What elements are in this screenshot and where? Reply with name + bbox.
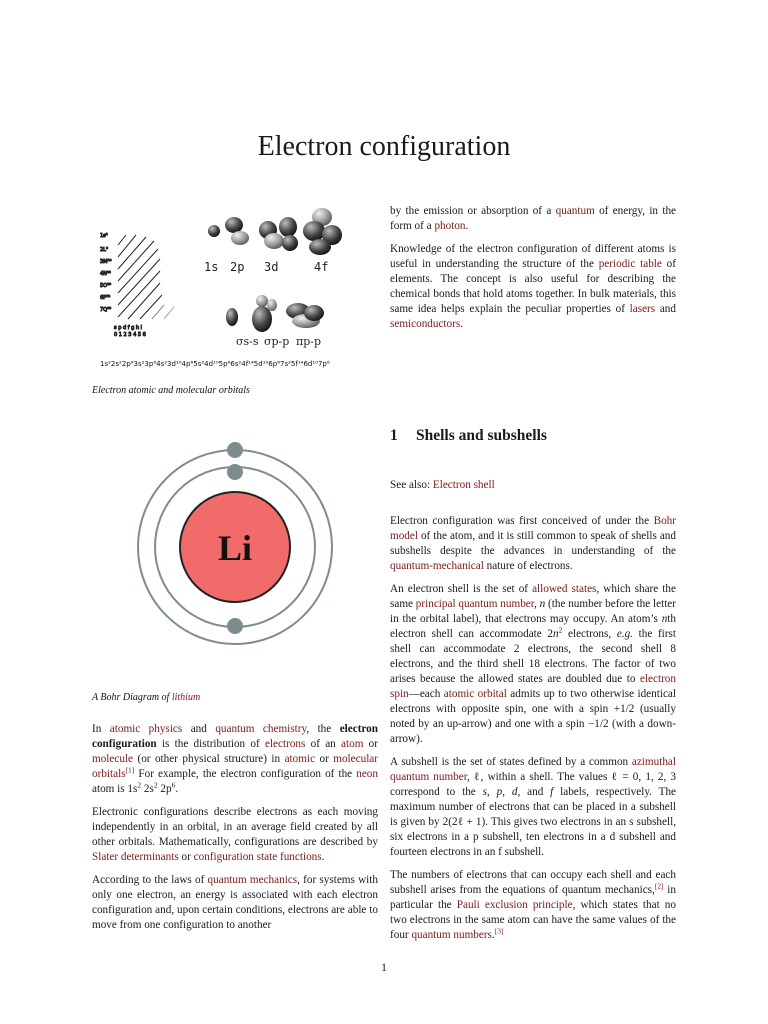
text: , bbox=[534, 598, 540, 610]
section-number: 1 bbox=[390, 427, 398, 444]
photon-link[interactable]: photon bbox=[434, 220, 466, 232]
neon-link[interactable]: neon bbox=[356, 768, 378, 780]
text: by the emission or absorption of a bbox=[390, 205, 556, 217]
text: and bbox=[182, 723, 216, 735]
text: , which share the same bbox=[390, 583, 676, 610]
text: of an bbox=[305, 738, 342, 750]
text: . bbox=[175, 783, 179, 795]
bohr-model-link[interactable]: Bohr model bbox=[390, 515, 676, 542]
electron-spin-link[interactable]: electron spin bbox=[390, 673, 676, 700]
electron-shell-link[interactable]: Electron shell bbox=[432, 479, 495, 491]
superscript: 2 bbox=[137, 780, 142, 790]
right-column-body bbox=[390, 514, 676, 951]
atomic-orbital-link[interactable]: atomic orbital bbox=[443, 688, 507, 700]
text: or bbox=[363, 738, 378, 750]
lithium-link[interactable]: lithium bbox=[171, 692, 201, 703]
svg-text:6P⁷²: 6P⁷² bbox=[100, 295, 111, 301]
periodic-table-link[interactable]: periodic table bbox=[598, 258, 662, 270]
text: In bbox=[92, 723, 110, 735]
molecule-link[interactable]: molecule bbox=[92, 753, 134, 765]
superscript: 2 bbox=[558, 625, 563, 635]
page-title: Electron configuration bbox=[257, 130, 511, 162]
text: . bbox=[321, 851, 325, 863]
text: , for systems with only one electron, an energy is associated with each electron configuration and, upon certain conditions, electrons are able to move from one configuration to another bbox=[92, 874, 378, 931]
orbitals-caption: Electron atomic and molecular orbitals bbox=[92, 385, 250, 396]
configuration-state-functions-link[interactable]: configuration state functions bbox=[193, 851, 322, 863]
text: (the number before the letter in the orbital label), that electrons may occupy. An atom’s bbox=[390, 598, 676, 625]
text: th electron shell can accommodate 2 bbox=[390, 613, 676, 640]
italic: n bbox=[661, 613, 668, 625]
text: An electron shell is the set of bbox=[390, 583, 533, 595]
text: According to the laws of bbox=[92, 874, 208, 886]
orbital-label-4f: 4f bbox=[314, 260, 329, 274]
quantum-mechanical-link[interactable]: quantum-mechanical bbox=[390, 560, 484, 572]
term-electron-configuration: electron configuration bbox=[92, 723, 378, 750]
text: nature of electrons. bbox=[483, 560, 573, 572]
svg-text:5O⁵⁰: 5O⁵⁰ bbox=[100, 283, 112, 289]
molecular-orbital-sigma-ss-icon bbox=[226, 308, 238, 326]
slater-determinants-link[interactable]: Slater determinants bbox=[92, 851, 179, 863]
orbital-1s-icon bbox=[208, 225, 220, 237]
text: , the bbox=[306, 723, 340, 735]
italic: n bbox=[553, 628, 559, 640]
electron-shell-paragraph bbox=[390, 582, 676, 747]
electron-inner-top bbox=[227, 464, 243, 480]
electrons-link[interactable]: electrons bbox=[264, 738, 306, 750]
see-also bbox=[390, 479, 495, 491]
page-number: 1 bbox=[381, 960, 387, 974]
knowledge-paragraph bbox=[390, 242, 676, 332]
italic: f bbox=[550, 786, 554, 798]
svg-text:7Q⁹⁸: 7Q⁹⁸ bbox=[100, 307, 112, 313]
molecular-label-sigma-ss: σs-s bbox=[236, 335, 259, 348]
orbitals-figure bbox=[92, 205, 382, 375]
bohr-diagram bbox=[130, 440, 340, 650]
left-column bbox=[92, 722, 378, 941]
text: , ℓ, within a shell. The values ℓ = 0, 1, 2, 3 correspond to the bbox=[390, 771, 676, 798]
quantum-mechanics-paragraph bbox=[92, 873, 378, 933]
svg-text:s p d f g h i: s p d f g h i bbox=[114, 325, 142, 331]
quantum-chemistry-link[interactable]: quantum chemistry bbox=[215, 723, 307, 735]
text: and bbox=[655, 303, 676, 315]
svg-text:2L⁸: 2L⁸ bbox=[100, 247, 108, 253]
svg-text:0 1 2 3 4 5 6: 0 1 2 3 4 5 6 bbox=[114, 332, 146, 338]
molecular-orbitals-link[interactable]: molecular orbitals bbox=[92, 753, 378, 780]
molecular-orbital-pi-pp-icon bbox=[286, 303, 324, 328]
molecular-label-pi-pp: πp-p bbox=[296, 335, 322, 348]
text: the first shell can accommodate 2 electrons, the second shell 8 electrons, and the third shell 18 electrons. The factor of two arises because the allowed states are doubled due to bbox=[390, 628, 676, 685]
text: or bbox=[178, 851, 194, 863]
text: atom is 1s bbox=[92, 783, 138, 795]
atom-link[interactable]: atom bbox=[341, 738, 364, 750]
config-string: 1s²2s²2p⁶3s²3p⁶4s²3d¹⁰4p⁶5s²4d¹⁰5p⁶6s²4f¹⁴5d¹⁰6p⁶7s²5f¹⁴6d¹⁰7p⁶ bbox=[100, 360, 330, 368]
text: , and bbox=[517, 786, 551, 798]
text: is the distribution of bbox=[156, 738, 265, 750]
configurations-paragraph bbox=[92, 805, 378, 865]
intro-paragraph bbox=[92, 722, 378, 797]
svg-text:4N³²: 4N³² bbox=[100, 271, 111, 277]
section-title: Shells and subshells bbox=[416, 427, 547, 444]
azimuthal-quantum-number-link[interactable]: azimuthal quantum number bbox=[390, 756, 676, 783]
orbital-label-3d: 3d bbox=[264, 260, 279, 274]
bohr-caption-text: A Bohr Diagram of bbox=[92, 692, 170, 703]
orbital-label-2p: 2p bbox=[230, 260, 245, 274]
text: . bbox=[491, 929, 495, 941]
atomic-physics-link[interactable]: atomic physics bbox=[109, 723, 183, 735]
italic: d bbox=[511, 786, 518, 798]
text: (or other physical structure) in bbox=[133, 753, 285, 765]
text: in particular the bbox=[390, 884, 676, 911]
text: Knowledge of the electron configuration of different atoms is useful in understanding the structure of the bbox=[390, 243, 676, 270]
text: 2p bbox=[157, 783, 172, 795]
pauli-exclusion-principle-link[interactable]: Pauli exclusion principle bbox=[456, 899, 573, 911]
text: Electronic configurations describe electrons as each moving independently in an orbital, in an average field created by all other orbitals. Mathematically, configurations are described by bbox=[92, 806, 378, 848]
quantum-mechanics-link[interactable]: quantum mechanics bbox=[207, 874, 298, 886]
text: of elements. The concept is also useful for describing the chemical bonds that hold atoms together. In bulk materials, this same idea helps explain the peculiar properties of bbox=[390, 258, 676, 315]
text: . bbox=[460, 318, 464, 330]
electron-outer bbox=[227, 442, 243, 458]
orbital-label-1s: 1s bbox=[204, 260, 219, 274]
text: For example, the electron configuration of the bbox=[134, 768, 357, 780]
atomic-link[interactable]: atomic bbox=[284, 753, 316, 765]
text: , bbox=[487, 786, 497, 798]
quantum-numbers-link[interactable]: quantum numbers bbox=[411, 929, 492, 941]
text: or bbox=[315, 753, 334, 765]
molecular-label-sigma-pp: σp-p bbox=[264, 335, 290, 348]
text: —each bbox=[408, 688, 444, 700]
pauli-paragraph bbox=[390, 868, 676, 943]
text: A subshell is the set of states defined by a common bbox=[390, 756, 632, 768]
svg-text:1s²: 1s² bbox=[100, 233, 108, 239]
citation-2[interactable]: [2] bbox=[654, 881, 664, 891]
text: electrons, bbox=[562, 628, 617, 640]
semiconductors-link[interactable]: semiconductors bbox=[390, 318, 461, 330]
italic: s bbox=[482, 786, 487, 798]
section-heading bbox=[390, 427, 547, 445]
text: The numbers of electrons that can occupy each shell and each subshell arises from the equations of quantum mechanics, bbox=[390, 869, 676, 896]
text: of energy, in the form of a bbox=[390, 205, 677, 232]
text: , which states that no two electrons in the same atom can have the same values of the four bbox=[390, 899, 676, 941]
text: 2s bbox=[141, 783, 154, 795]
lasers-link[interactable]: lasers bbox=[629, 303, 656, 315]
citation-3[interactable]: [3] bbox=[494, 926, 504, 936]
element-symbol: Li bbox=[217, 528, 253, 568]
quantum-link[interactable]: quantum bbox=[555, 205, 595, 217]
subshell-paragraph bbox=[390, 755, 676, 860]
orbital-2p-icon bbox=[225, 217, 249, 245]
right-column-top bbox=[390, 204, 676, 340]
text: labels, respectively. The maximum number of electrons that can be placed in a subshell is given by 2(2ℓ + 1). This gives two electrons in an s subshell, six electrons in a p subshell, ten electrons in a d subshell and fourteen electrons in an f subshell. bbox=[390, 786, 677, 858]
bohr-model-paragraph bbox=[390, 514, 676, 574]
citation-1[interactable]: [1] bbox=[125, 765, 135, 775]
superscript: 6 bbox=[171, 780, 176, 790]
italic: e.g. bbox=[616, 628, 633, 640]
text: admits up to two otherwise identical electrons with opposite spin, one with a spin +1/2 (usually noted by an up-arrow) and one with a spin −1/2 (with a down-arrow). bbox=[390, 688, 677, 745]
italic: n bbox=[539, 598, 546, 610]
see-also-label: See also: bbox=[390, 479, 433, 491]
continuation-paragraph bbox=[390, 204, 676, 234]
text: Electron configuration was first conceived of under the bbox=[390, 515, 654, 527]
orbital-4f-icon bbox=[303, 208, 342, 255]
aufbau-diagram-icon bbox=[100, 233, 174, 338]
principal-quantum-number-link[interactable]: principal quantum number bbox=[415, 598, 535, 610]
text: . bbox=[465, 220, 469, 232]
bohr-caption bbox=[92, 692, 200, 703]
electron-inner-bottom bbox=[227, 618, 243, 634]
text: , bbox=[502, 786, 512, 798]
italic: p bbox=[496, 786, 503, 798]
allowed-states-link[interactable]: allowed states bbox=[532, 583, 597, 595]
text: of the atom, and it is still common to speak of shells and subshells despite the advances in understanding of the bbox=[390, 530, 676, 557]
superscript: 2 bbox=[153, 780, 158, 790]
svg-text:3M¹⁸: 3M¹⁸ bbox=[100, 259, 112, 265]
molecular-orbital-sigma-pp-icon bbox=[252, 295, 277, 332]
orbital-3d-icon bbox=[259, 217, 298, 251]
